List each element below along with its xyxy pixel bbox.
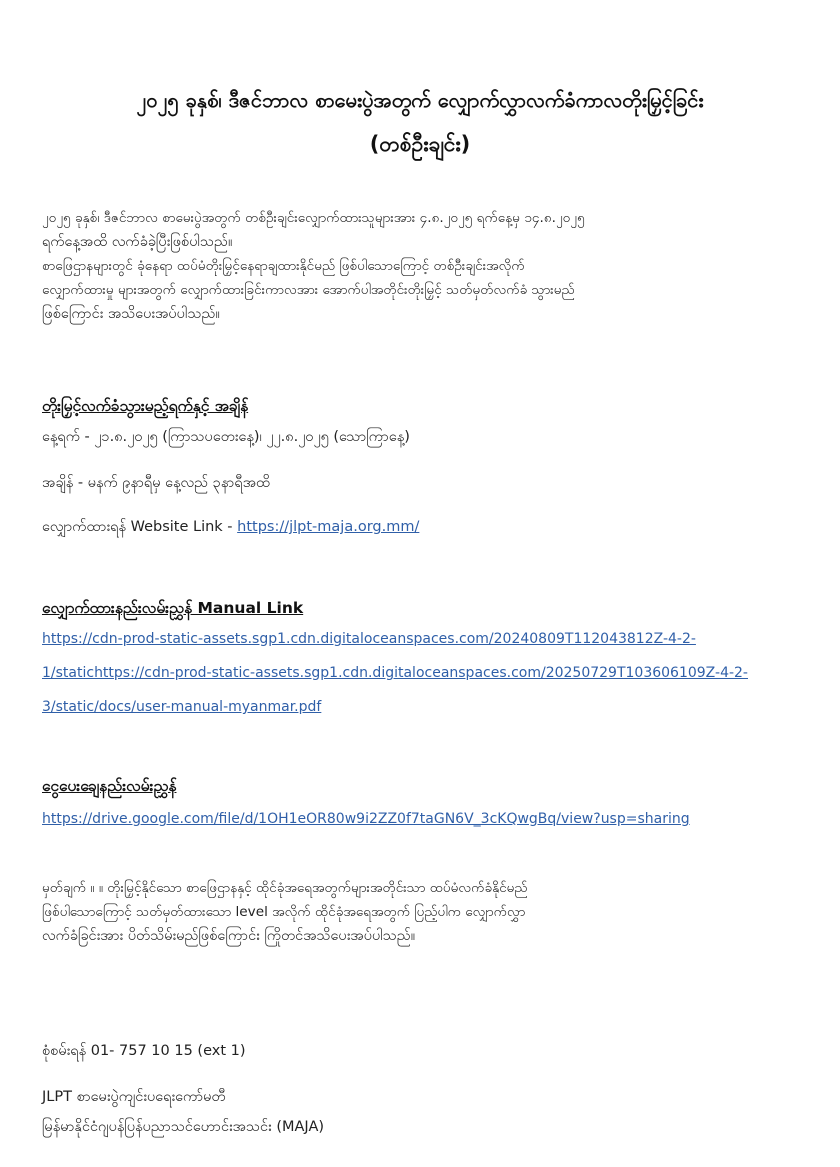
note-paragraph bbox=[42, 876, 800, 948]
schedule-heading: တိုးမြှင့်လက်ခံသွားမည့်ရက်နှင့် အချိန် bbox=[42, 397, 249, 415]
manual-heading: လျှောက်ထားနည်းလမ်းညွှန် Manual Link bbox=[42, 599, 304, 617]
schedule-date: နေ့ရက် - ၂၁.၈.၂၀၂၅ (ကြာသပတေးနေ့)၊ ၂၂.၈.၂၀၂၅ (သောကြာနေ့) bbox=[42, 429, 410, 445]
intro-p1-line-2: ရက်နေ့အထိ လက်ခံခဲ့ပြီးဖြစ်ပါသည်။ bbox=[42, 234, 233, 250]
intro-p2-line-1: စာဖြေဌာနများတွင် ခုံနေရာ ထပ်မံတိုးမြှင့်နေရာချထားနိုင်မည် ဖြစ်ပါသောကြောင့် တစ်ဦးချင်းအလိုက် bbox=[42, 258, 525, 274]
document-title bbox=[30, 78, 810, 166]
title-line-1: ၂၀၂၅ ခုနှစ်၊ ဒီဇင်ဘာလ စာမေးပွဲအတွက် လျှောက်လွှာလက်ခံကာလတိုးမြှင့်ခြင်း bbox=[136, 88, 704, 112]
title-line-2: (တစ်ဦးချင်း) bbox=[369, 132, 471, 156]
website-link[interactable]: https://jlpt-maja.org.mm/ bbox=[237, 519, 420, 535]
association-line: မြန်မာနိုင်ငံဂျပန်ပြန်ပညာသင်ဟောင်းအသင်း (MAJA) bbox=[42, 1119, 325, 1135]
note-line-2: ဖြစ်ပါသောကြောင့် သတ်မှတ်ထားသော level အလိုက် ထိုင်ခုံအရေအတွက် ပြည့်ပါက လျှောက်လွှာ bbox=[42, 904, 526, 920]
manual-link-line-2 bbox=[42, 662, 748, 681]
intro-p2-line-2: လျှောက်ထားမှု များအတွက် လျှောက်ထားခြင်းကာလအား အောက်ပါအတိုင်းတိုးမြှင့် သတ်မှတ်လက်ခံ သွားမည် bbox=[42, 282, 575, 298]
committee-line: JLPT စာမေးပွဲကျင်းပရေးကော်မတီ bbox=[42, 1089, 226, 1105]
schedule-time: အချိန် - မနက် ၉နာရီမှ နေ့လည် ၃နာရီအထိ bbox=[42, 475, 271, 491]
note-line-3: လက်ခံခြင်းအား ပိတ်သိမ်းမည်ဖြစ်ကြောင်း ကြိုတင်အသိပေးအပ်ပါသည်။ bbox=[42, 928, 416, 944]
website-label: လျှောက်ထားရန် Website Link - bbox=[42, 519, 238, 535]
manual-link-part-1[interactable]: https://cdn-prod-static-assets.sgp1.cdn.digitaloceanspaces.com/20240809T112043812Z-4-2- bbox=[42, 631, 696, 647]
payment-link[interactable]: https://drive.google.com/file/d/1OH1eOR80w9i2ZZ0f7taGN6V_3cKQwgBq/view?usp=sharing bbox=[42, 811, 690, 827]
note-line-1: မှတ်ချက် ။ ။ တိုးမြှင့်နိုင်သော စာဖြေဌာနနှင့် ထိုင်ခုံအရေအတွက်များအတိုင်းသာ ထပ်မံလက်ခံနိုင်မည် bbox=[42, 880, 528, 896]
manual-link-part-2[interactable]: 1/statichttps://cdn-prod-static-assets.sgp1.cdn.digitaloceanspaces.com/20250729T103606109Z-4-2- bbox=[42, 665, 748, 681]
manual-link-line-3 bbox=[42, 696, 321, 715]
website-row bbox=[42, 518, 419, 539]
intro-paragraph-2 bbox=[42, 254, 800, 326]
manual-link-part-3[interactable]: 3/static/docs/user-manual-myanmar.pdf bbox=[42, 699, 322, 715]
intro-paragraph-1 bbox=[42, 206, 800, 254]
manual-link-line-1 bbox=[42, 628, 696, 647]
payment-link-line bbox=[42, 808, 690, 827]
contact-line: စုံစမ်းရန် 01- 757 10 15 (ext 1) bbox=[42, 1043, 246, 1059]
intro-p2-line-3: ဖြစ်ကြောင်း အသိပေးအပ်ပါသည်။ bbox=[42, 306, 220, 322]
intro-p1-line-1: ၂၀၂၅ ခုနှစ်၊ ဒီဇင်ဘာလ စာမေးပွဲအတွက် တစ်ဦးချင်းလျှောက်ထားသူများအား ၄.၈.၂၀၂၅ ရက်နေ့မှ ၁၄.၈.၂၀၂၅ bbox=[42, 210, 585, 226]
payment-heading: ငွေပေးချေနည်းလမ်းညွှန် bbox=[42, 777, 177, 795]
